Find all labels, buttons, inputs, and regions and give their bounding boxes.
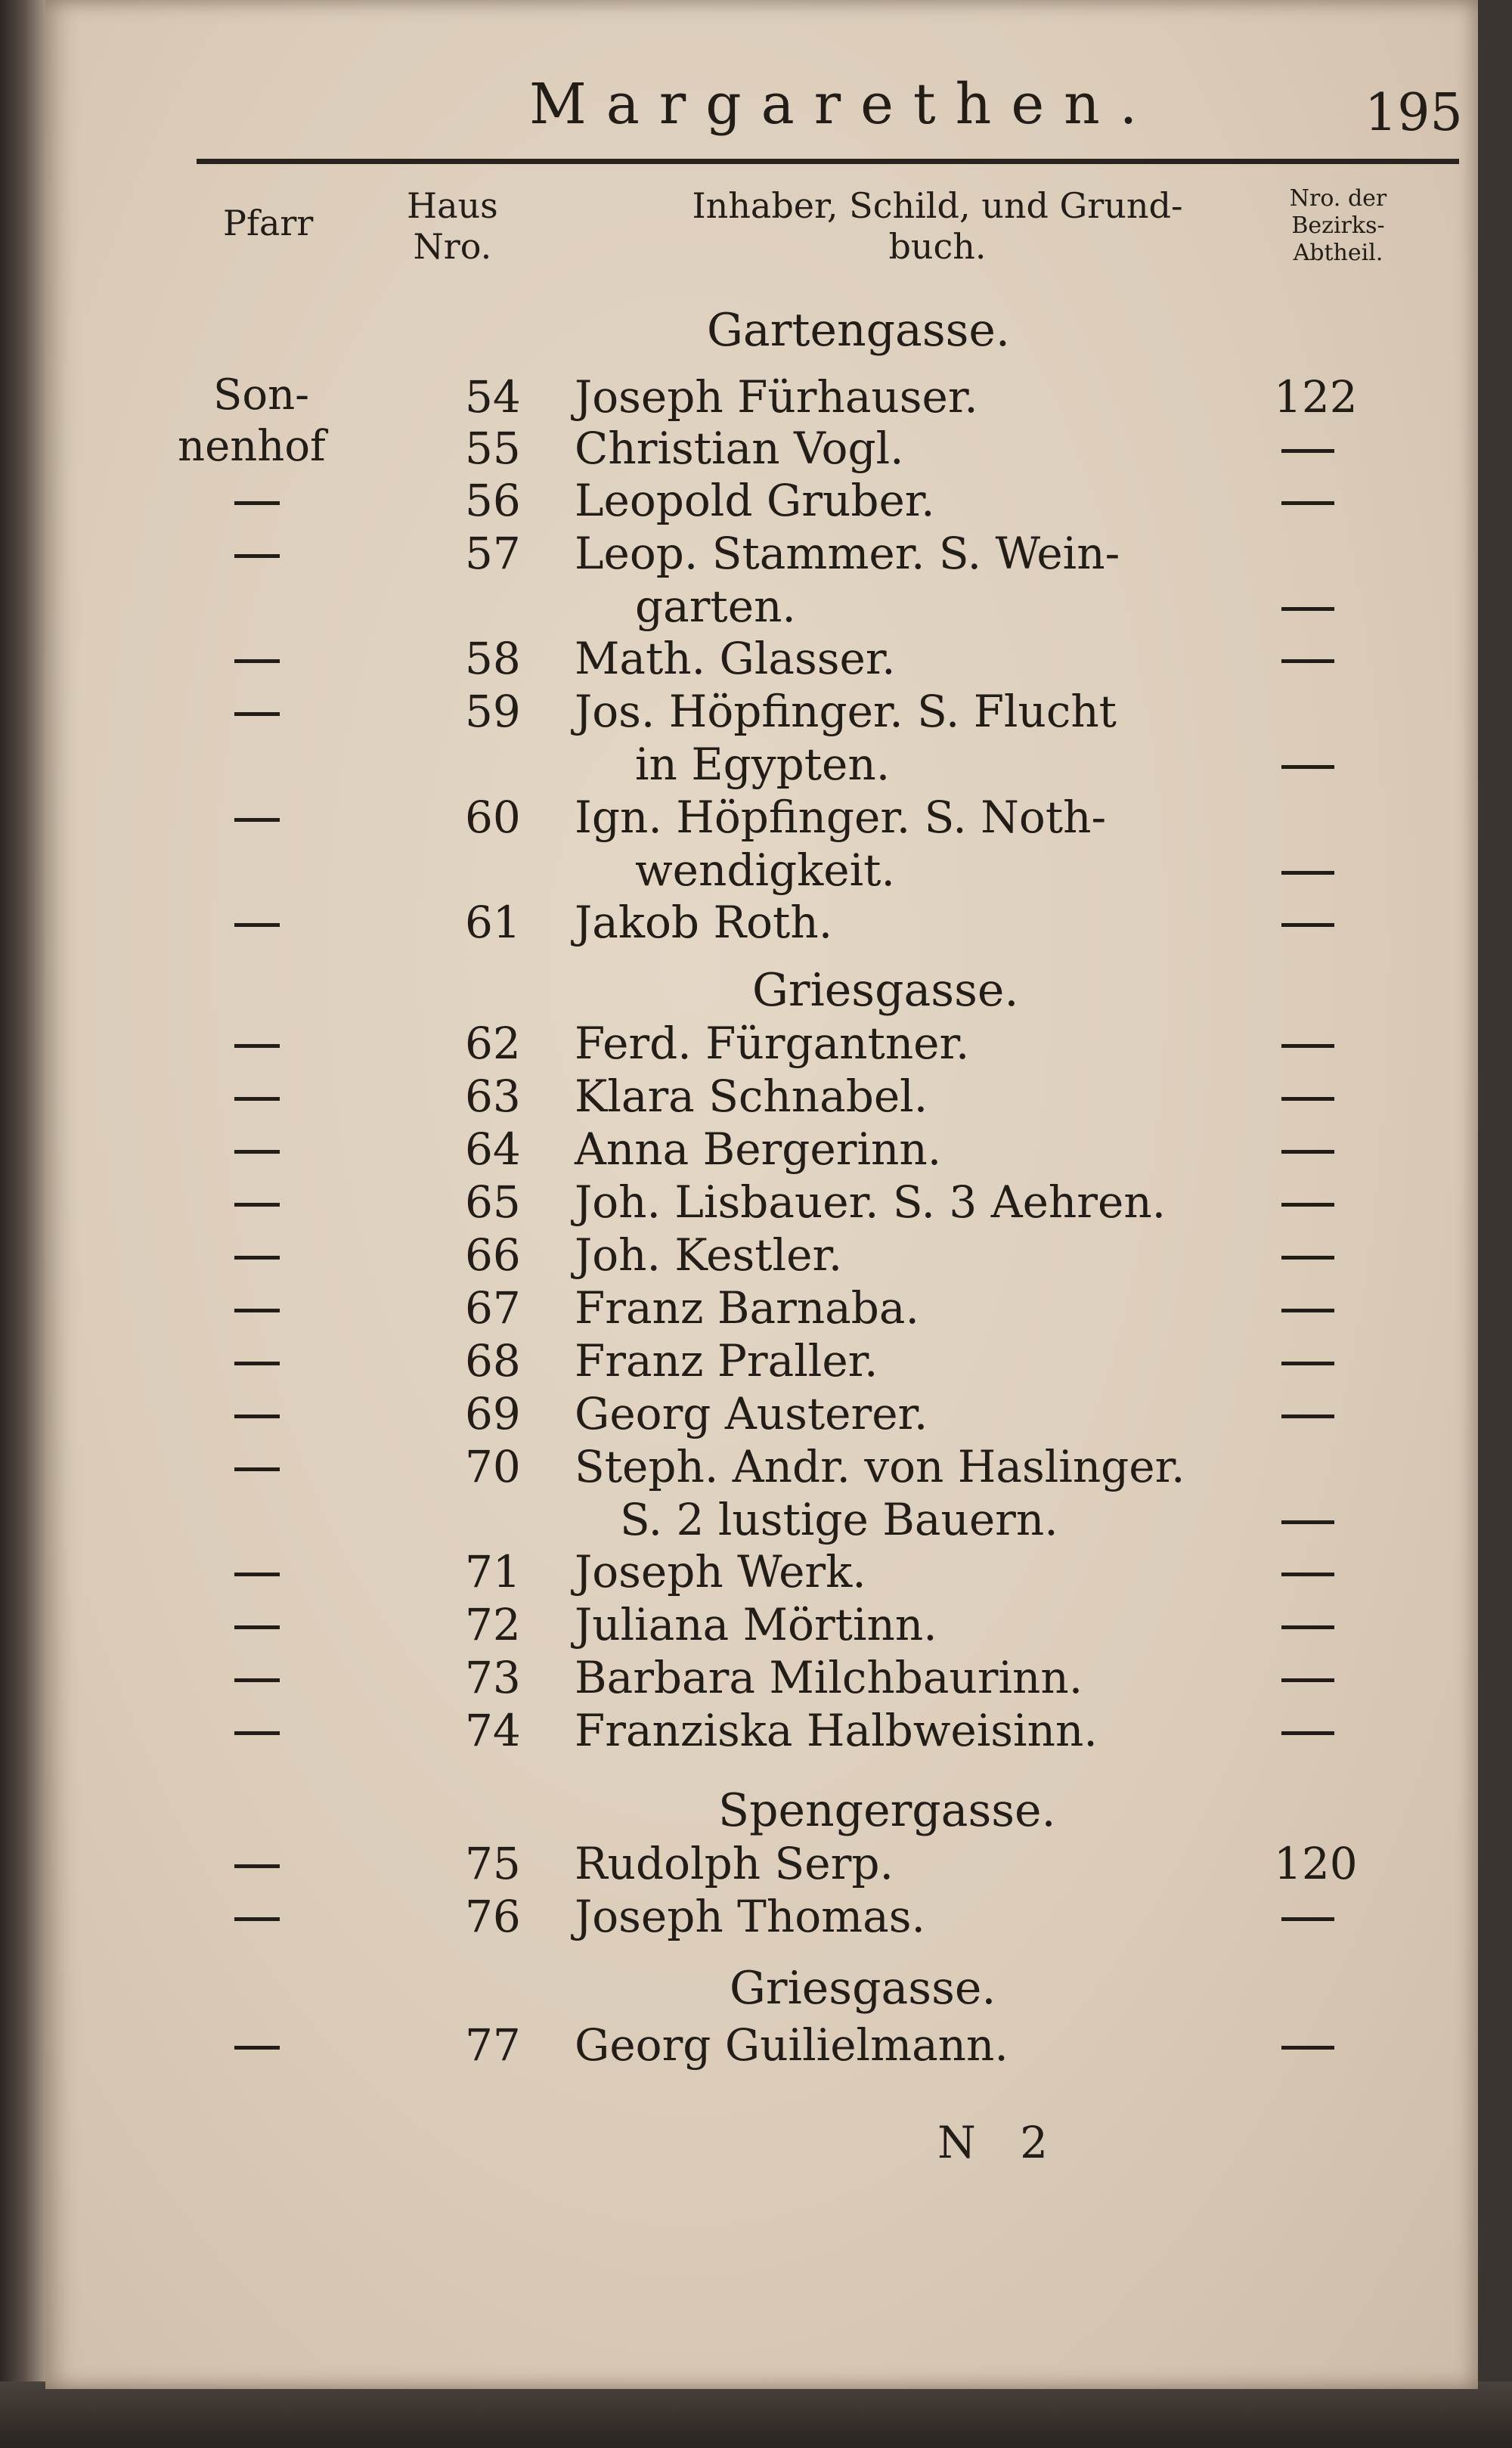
pfarr-ditto-dash [234,1203,280,1207]
table-row [45,474,1478,527]
haus-number: 74 [465,1705,521,1756]
inhaber-name: Rudolph Serp. [575,1838,894,1889]
table-row [45,632,1478,685]
table-row [45,1598,1478,1651]
column-header-pfarr: Pfarr [223,203,314,243]
bezirk-ditto-dash [1281,501,1334,505]
table-row [45,422,1478,475]
inhaber-name: Franziska Halbweisinn. [575,1705,1098,1756]
table-row [45,1890,1478,1943]
inhaber-name-continuation: S. 2 lustige Bauern. [620,1494,1058,1545]
bezirk-ditto-dash [1281,607,1334,611]
inhaber-name: Joseph Werk. [575,1546,866,1597]
inhaber-name: Ferd. Fürgantner. [575,1018,970,1069]
inhaber-name-continuation: garten. [635,581,796,632]
haus-number: 62 [465,1018,521,1069]
haus-number: 73 [465,1652,521,1703]
pfarr-ditto-dash [234,1256,280,1260]
bezirk-ditto-dash [1281,1362,1334,1365]
inhaber-name: Joseph Fürhauser. [575,371,978,423]
table-row [45,791,1478,844]
inhaber-name: Georg Guilielmann. [575,2019,1009,2071]
header-rule [197,159,1459,164]
pfarr-ditto-dash [234,923,280,927]
pfarr-ditto-dash [234,1044,280,1048]
signature-mark: N 2 [937,2117,1064,2168]
haus-number: 55 [465,423,521,474]
haus-number: 72 [465,1599,521,1650]
haus-number: 60 [465,792,521,843]
bezirk-number: 120 [1274,1838,1358,1889]
haus-number: 61 [465,897,521,948]
table-row [45,1070,1478,1123]
haus-number: 63 [465,1071,521,1122]
inhaber-name: Joh. Lisbauer. S. 3 Aehren. [575,1176,1167,1228]
table-row [45,1545,1478,1598]
inhaber-name-continuation: wendigkeit. [635,844,895,896]
pfarr-ditto-dash [234,554,280,558]
inhaber-name: Jos. Höpfinger. S. Flucht [575,686,1117,737]
bezirk-ditto-dash [1281,1309,1334,1312]
haus-number: 66 [465,1229,521,1281]
table-row [45,685,1478,738]
column-header-haus [407,185,498,267]
pfarr-ditto-dash [234,1731,280,1735]
haus-number: 67 [465,1282,521,1334]
bezirk-ditto-dash [1281,765,1334,769]
table-row [45,1334,1478,1387]
running-title: Margarethen. [529,72,1157,137]
inhaber-name: Jakob Roth. [575,897,833,948]
table-row [45,1704,1478,1757]
pfarr-ditto-dash [234,1573,280,1576]
inhaber-name: Franz Praller. [575,1335,878,1387]
bezirk-ditto-dash [1281,449,1334,453]
bezirk-ditto-dash [1281,923,1334,927]
haus-number: 54 [465,371,521,423]
haus-number: 76 [465,1891,521,1942]
haus-number: 68 [465,1335,521,1387]
street-heading: Griesgasse. [730,1962,996,2015]
pfarr-name-line1: Son- [213,370,310,420]
inhaber-name: Joseph Thomas. [575,1891,925,1942]
inhaber-name: Christian Vogl. [575,423,904,474]
pfarr-ditto-dash [234,1309,280,1312]
haus-number: 57 [465,528,521,579]
inhaber-name: Franz Barnaba. [575,1282,919,1334]
bezirk-ditto-dash [1281,1520,1334,1524]
table-row [45,1440,1478,1493]
table-row [45,1123,1478,1176]
table-row [45,370,1478,423]
pfarr-ditto-dash [234,1415,280,1418]
pfarr-name-line2: nenhof [178,422,326,471]
page-number: 195 [1365,83,1463,143]
bezirk-ditto-dash [1281,1256,1334,1260]
inhaber-name-continuation: in Egypten. [635,739,891,790]
bezirk-ditto-dash [1281,1917,1334,1921]
pfarr-ditto-dash [234,1097,280,1101]
column-header-bezirk-line2: Bezirks- [1291,212,1385,239]
bezirk-ditto-dash [1281,2046,1334,2050]
bezirk-ditto-dash [1281,1097,1334,1101]
inhaber-name: Math. Glasser. [575,633,896,684]
pfarr-ditto-dash [234,712,280,716]
bezirk-ditto-dash [1281,1573,1334,1576]
inhaber-name: Juliana Mörtinn. [575,1599,937,1650]
pfarr-ditto-dash [234,1150,280,1154]
pfarr-ditto-dash [234,1625,280,1629]
inhaber-name: Barbara Milchbaurinn. [575,1652,1083,1703]
bezirk-ditto-dash [1281,1731,1334,1735]
inhaber-name: Leopold Gruber. [575,475,935,526]
column-header-haus-line1: Haus [407,185,498,226]
table-row [45,1387,1478,1440]
table-row [45,1229,1478,1281]
inhaber-name: Leop. Stammer. S. Wein- [575,528,1120,579]
column-header-bezirk-line1: Nro. der [1289,185,1387,212]
street-heading: Gartengasse. [707,304,1010,357]
haus-number: 64 [465,1123,521,1175]
haus-number: 56 [465,475,521,526]
book-bottom-edge [0,2381,1512,2448]
table-row [45,1651,1478,1704]
inhaber-name: Klara Schnabel. [575,1071,928,1122]
bezirk-ditto-dash [1281,1625,1334,1629]
pfarr-ditto-dash [234,1467,280,1471]
inhaber-name: Steph. Andr. von Haslinger. [575,1441,1185,1492]
book-page [45,0,1478,2389]
haus-number: 58 [465,633,521,684]
bezirk-ditto-dash [1281,1678,1334,1682]
bezirk-ditto-dash [1281,1415,1334,1418]
pfarr-ditto-dash [234,1678,280,1682]
street-heading: Spengergasse. [718,1784,1056,1837]
bezirk-ditto-dash [1281,659,1334,663]
table-row [45,527,1478,580]
haus-number: 75 [465,1838,521,1889]
pfarr-ditto-dash [234,818,280,822]
inhaber-name: Georg Austerer. [575,1388,928,1439]
bezirk-ditto-dash [1281,1150,1334,1154]
pfarr-ditto-dash [234,659,280,663]
column-header-bezirk [1236,185,1440,267]
pfarr-ditto-dash [234,1362,280,1365]
haus-number: 65 [465,1176,521,1228]
column-header-bezirk-line3: Abtheil. [1293,240,1383,266]
inhaber-name: Joh. Kestler. [575,1229,843,1281]
bezirk-ditto-dash [1281,1203,1334,1207]
table-row [45,896,1478,949]
table-row [45,1281,1478,1334]
haus-number: 71 [465,1546,521,1597]
column-header-haus-line2: Nro. [413,226,492,267]
bezirk-number: 122 [1274,371,1358,423]
column-header-inhaber [575,185,1300,267]
inhaber-name: Ign. Höpfinger. S. Noth- [575,792,1107,843]
haus-number: 77 [465,2019,521,2071]
table-row [45,1017,1478,1070]
haus-number: 69 [465,1388,521,1439]
pfarr-ditto-dash [234,1917,280,1921]
column-header-inhaber-line1: Inhaber, Schild, und Grund- [692,185,1183,226]
haus-number: 59 [465,686,521,737]
table-row [45,2019,1478,2072]
pfarr-ditto-dash [234,501,280,505]
inhaber-name: Anna Bergerinn. [575,1123,942,1175]
street-heading: Griesgasse. [752,964,1019,1017]
table-row [45,1176,1478,1229]
pfarr-ditto-dash [234,2046,280,2050]
bezirk-ditto-dash [1281,1044,1334,1048]
table-row [45,1837,1478,1890]
haus-number: 70 [465,1441,521,1492]
bezirk-ditto-dash [1281,871,1334,875]
column-header-inhaber-line2: buch. [888,226,987,267]
pfarr-ditto-dash [234,1864,280,1868]
